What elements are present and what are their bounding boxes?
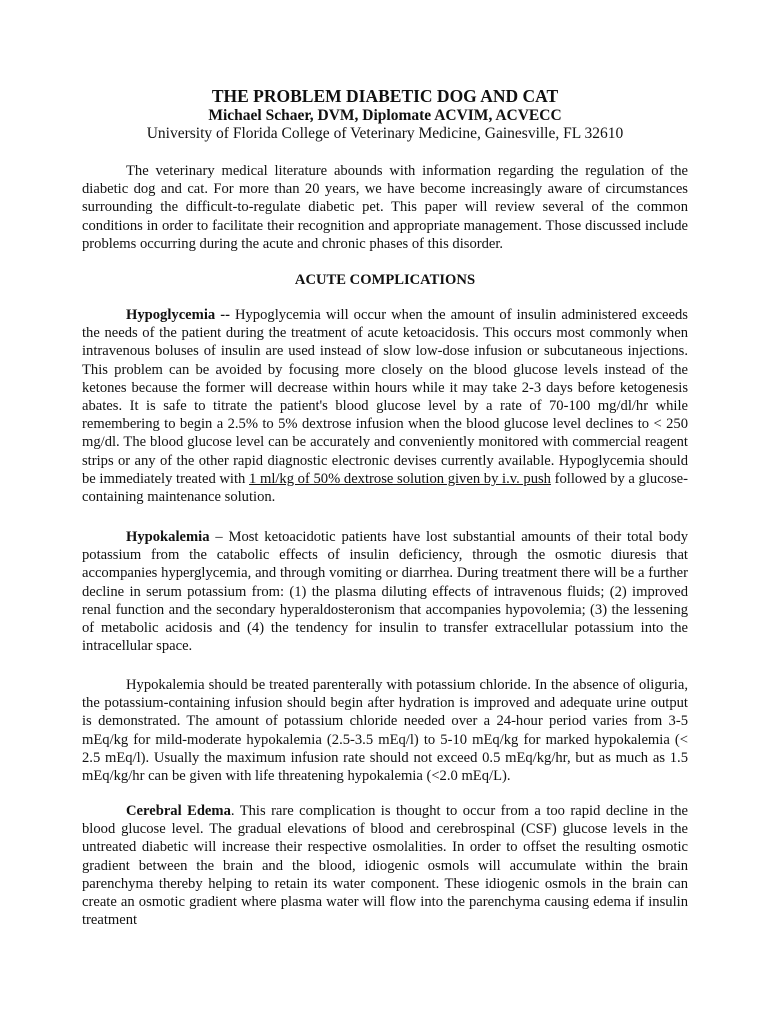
hypoglycemia-paragraph xyxy=(82,306,688,506)
section-heading-acute: ACUTE COMPLICATIONS xyxy=(294,272,476,288)
cerebral-edema-text: . This rare complication is thought to occur from a too rapid decline in the blood glucose level. The gradual elevations of blood and cerebrospinal (CSF) glucose levels in the untreated diabetic will increase their respective osmolalities. In order to offset the resulting osmotic gradient between the brain and the blood, idiogenic osmols will accumulate within the brain parenchyma thereby helping to retain its water component. These idiogenic osmols in the brain can create an osmotic gradient where plasma water will flow into the parenchyma causing edema if insulin treatment xyxy=(82,803,688,929)
hypokalemia-treatment-text: Hypokalemia should be treated parenterally with potassium chloride. In the absence of oliguria, the potassium-containing infusion should begin after hydration is improved and adequate urine output is demonstrated. The amount of potassium chloride needed over a 24-hour period varies from 3-5 mEq/kg for mild-moderate hypokalemia (2.5-3.5 mEq/l) to 5-10 mEq/kg for marked hypokalemia (< 2.5 mEq/l). Usually the maximum infusion rate should not exceed 0.5 mEq/kg/hr, but as much as 1.5 mEq/kg/hr can be given with life threatening hypokalemia (<2.0 mEq/L). xyxy=(82,677,688,785)
intro-paragraph xyxy=(82,162,688,253)
author-line: Michael Schaer, DVM, Diplomate ACVIM, ACVECC xyxy=(208,107,562,124)
hypoglycemia-text: Hypoglycemia will occur when the amount of insulin administered exceeds the needs of the patient during the treatment of acute ketoacidosis. This occurs most commonly when intravenous boluses of insulin are used instead of slow low-dose infusion or subcutaneous injections. This problem can be avoided by focusing more closely on the blood glucose levels instead of the ketones because the former will decrease within hours while it may take 2-3 days before ketogenesis abates. It is safe to titrate the patient's blood glucose level by a rate of 70-100 mg/dl/hr while remembering to begin a 2.5% to 5% dextrose infusion when the blood glucose level declines to < 250 mg/dl. The blood glucose level can be accurately and conveniently monitored with commercial reagent strips or any of the other rapid diagnostic electronic devises currently available. Hypoglycemia should be immediately treated with xyxy=(82,307,688,487)
cerebral-edema-heading: Cerebral Edema xyxy=(126,803,231,819)
cerebral-edema-paragraph xyxy=(82,802,688,929)
hypokalemia-treatment-paragraph xyxy=(82,676,688,785)
hypokalemia-text: – Most ketoacidotic patients have lost substantial amounts of their total body potassium from the catabolic effects of insulin deficiency, through the osmotic diuresis that accompanies hyperglycemia, and through vomiting or diarrhea. During treatment there will be a further decline in serum potassium from: (1) the plasma diluting effects of intravenous fluids; (2) improved renal function and the secondary hyperaldosteronism that accompanies hypovolemia; (3) the lessening of metabolic acidosis and (4) the tendency for insulin to transfer extracellular potassium into the intracellular space. xyxy=(82,529,688,655)
hypoglycemia-heading: Hypoglycemia -- xyxy=(126,307,230,323)
dextrose-dose-underlined: 1 ml/kg of 50% dextrose solution given by i.v. push xyxy=(249,470,551,487)
hypoglycemia-text-end: followed by a glucose-containing maintenance solution. xyxy=(82,470,688,506)
hypokalemia-paragraph xyxy=(82,528,688,655)
intro-text: The veterinary medical literature abounds with information regarding the regulation of the diabetic dog and cat. For more than 20 years, we have become increasingly aware of circumstances surrounding the difficult-to-regulate diabetic pet. This paper will review several of the common conditions in order to facilitate their recognition and appropriate management. Those discussed include problems occurring during the acute and chronic phases of this disorder. xyxy=(82,163,688,252)
paper-title: THE PROBLEM DIABETIC DOG AND CAT xyxy=(211,86,559,106)
hypokalemia-heading: Hypokalemia xyxy=(126,529,210,545)
affiliation-line: University of Florida College of Veterinary Medicine, Gainesville, FL 32610 xyxy=(146,125,624,142)
